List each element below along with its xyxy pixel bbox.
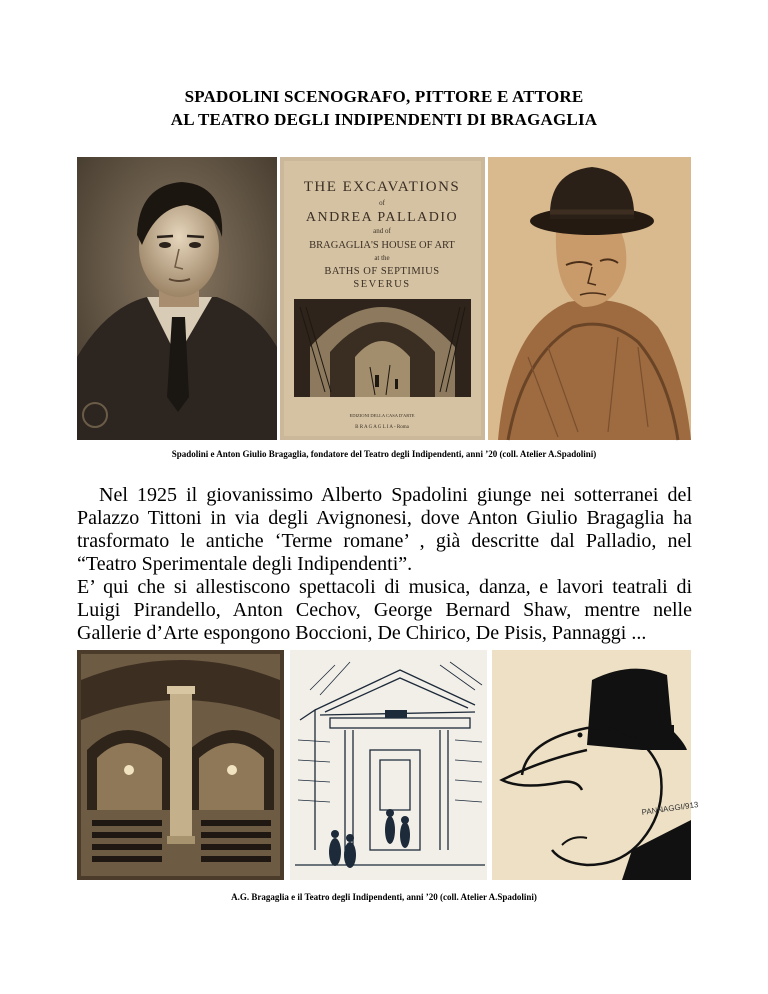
cover-line-5: BRAGAGLIA'S HOUSE OF ART xyxy=(309,240,455,251)
caption-bottom-photos: A.G. Bragaglia e il Teatro degli Indipendenti, anni ’20 (coll. Atelier A.Spadolini) xyxy=(231,892,537,902)
cover-line-7: BATHS OF SEPTIMIUS xyxy=(324,266,440,277)
cover-line-6: at the xyxy=(374,254,390,262)
caricature-signature: PANNAGGI/913 xyxy=(641,800,699,817)
cover-line-4: and of xyxy=(373,227,391,235)
cover-footer-2: B R A G A G L I A - Roma xyxy=(355,425,409,430)
theatre-entrance-drawing xyxy=(290,650,487,880)
theatre-interior-photo xyxy=(77,650,284,880)
cover-line-2: of xyxy=(379,199,385,207)
page-title xyxy=(0,85,768,131)
top-photo-row xyxy=(77,157,691,440)
paragraph-1: Nel 1925 il giovanissimo Alberto Spadolini giunge nei sotterranei del Palazzo Tittoni in via degli Avignonesi, dove Anton Giulio Bragaglia ha trasformato le antiche ‘Terme romane’ , già descritte dal Palladio, nel “Teatro Sperimentale degli Indipendenti”. xyxy=(77,484,692,575)
cover-line-1: THE EXCAVATIONS xyxy=(303,179,461,195)
sketch-man-in-hat xyxy=(488,157,691,440)
bottom-photo-row xyxy=(77,650,699,880)
cover-woodcut-illustration xyxy=(294,299,471,397)
cover-footer-1: EDIZIONI DELLA CASA D'ARTE xyxy=(349,413,415,418)
cover-line-8: SEVERUS xyxy=(353,279,411,290)
paragraph-2: E’ qui che si allestiscono spettacoli di musica, danza, e lavori teatrali di Luigi Pirandello, Anton Cechov, George Bernard Shaw, mentre nelle Gallerie d’Arte espongono Boccioni, De Chirico, De Pisis, Pannaggi ... xyxy=(77,576,692,644)
portrait-photo-spadolini xyxy=(77,157,277,440)
book-cover-excavations xyxy=(280,157,485,440)
caricature-drawing-pannaggi xyxy=(492,650,699,880)
caption-top-photos: Spadolini e Anton Giulio Bragaglia, fondatore del Teatro degli Indipendenti, anni ’20 (coll. Atelier A.Spadolini) xyxy=(171,449,597,459)
body-text xyxy=(77,484,692,645)
title-line-1: SPADOLINI SCENOGRAFO, PITTORE E ATTORE xyxy=(184,87,584,106)
cover-line-3: ANDREA PALLADIO xyxy=(305,210,459,225)
title-line-2: AL TEATRO DEGLI INDIPENDENTI DI BRAGAGLIA xyxy=(170,110,598,129)
